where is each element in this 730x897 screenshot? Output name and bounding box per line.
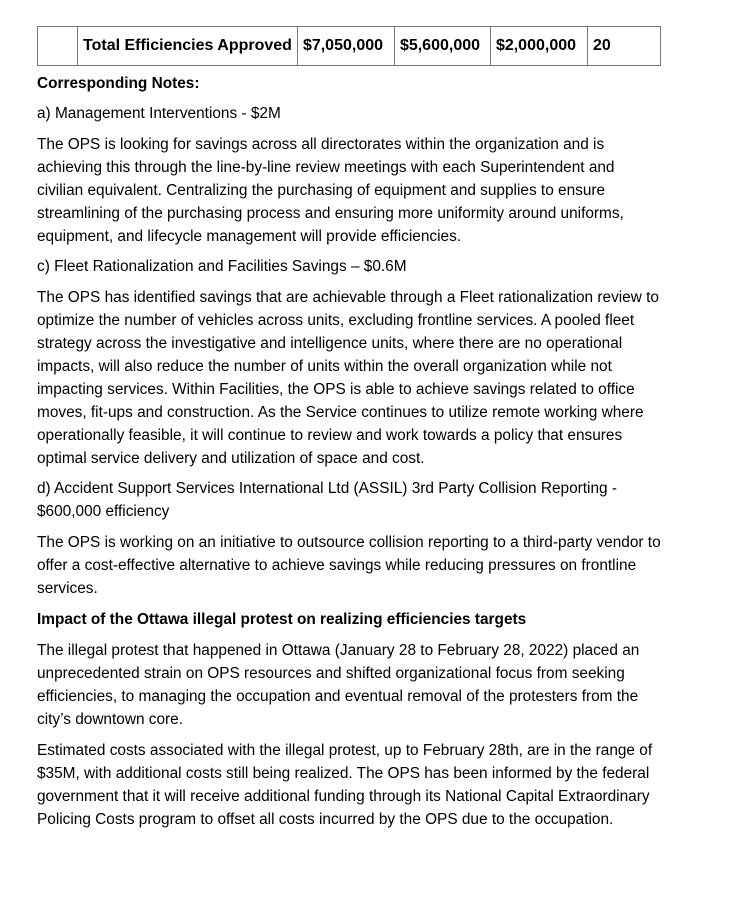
note-body: The OPS has identified savings that are achievable through a Fleet rationalization review to optimize the number of vehicles across units, excluding frontline services. A pooled fleet strategy across the investigative and intelligence units, where there are no operational impacts, will also reduce the number of units within the overall organization while not impacting services. Within Facilities, the OPS is able to achieve savings related to office moves, fit-ups and construction. As the Service continues to utilize remote working where operationally feasible, it will continue to review and work towards a policy that ensures optimal service delivery and utilization of space and cost. [37, 289, 659, 467]
impact-paragraph: Estimated costs associated with the illegal protest, up to February 28th, are in the range of $35M, with additional costs still being realized. The OPS has been informed by the federal government that it will receive additional funding through its National Capital Extraordinary Policing Costs program to offset all costs incurred by the OPS due to the occupation. [37, 742, 653, 828]
impact-heading: Impact of the Ottawa illegal protest on realizing efficiencies targets [37, 611, 527, 628]
document-page [37, 26, 663, 831]
table-cell-value: $5,600,000 [394, 27, 490, 66]
note-body: The OPS is working on an initiative to outsource collision reporting to a third-party vendor to offer a cost-effective alternative to achieve savings while reducing pressures on frontline services. [37, 534, 661, 597]
note-label: c) Fleet Rationalization and Facilities Savings – $0.6M [37, 258, 407, 275]
table-cell-empty [38, 27, 78, 66]
table-cell-label: Total Efficiencies Approved [78, 27, 298, 66]
table-row [38, 27, 661, 66]
table-cell-value: $7,050,000 [297, 27, 394, 66]
note-label: a) Management Interventions - $2M [37, 105, 281, 122]
note-label: d) Accident Support Services International Ltd (ASSIL) 3rd Party Collision Reporting - $600,000 efficiency [37, 480, 617, 520]
efficiencies-table [37, 26, 661, 66]
table-cell-value: 20 [587, 27, 660, 66]
note-body: The OPS is looking for savings across all directorates within the organization and is achieving this through the line-by-line review meetings with each Superintendent and civilian equivalent. Centralizing the purchasing of equipment and supplies to ensure streamlining of the purchasing process and ensuring more uniformity around uniforms, equipment, and lifecycle management will provide efficiencies. [37, 136, 624, 245]
table-cell-value: $2,000,000 [490, 27, 587, 66]
impact-paragraph: The illegal protest that happened in Ottawa (January 28 to February 28, 2022) placed an unprecedented strain on OPS resources and shifted organizational focus from seeking efficiencies, to managing the occupation and eventual removal of the protesters from the city’s downtown core. [37, 642, 640, 728]
notes-heading: Corresponding Notes: [37, 75, 200, 92]
